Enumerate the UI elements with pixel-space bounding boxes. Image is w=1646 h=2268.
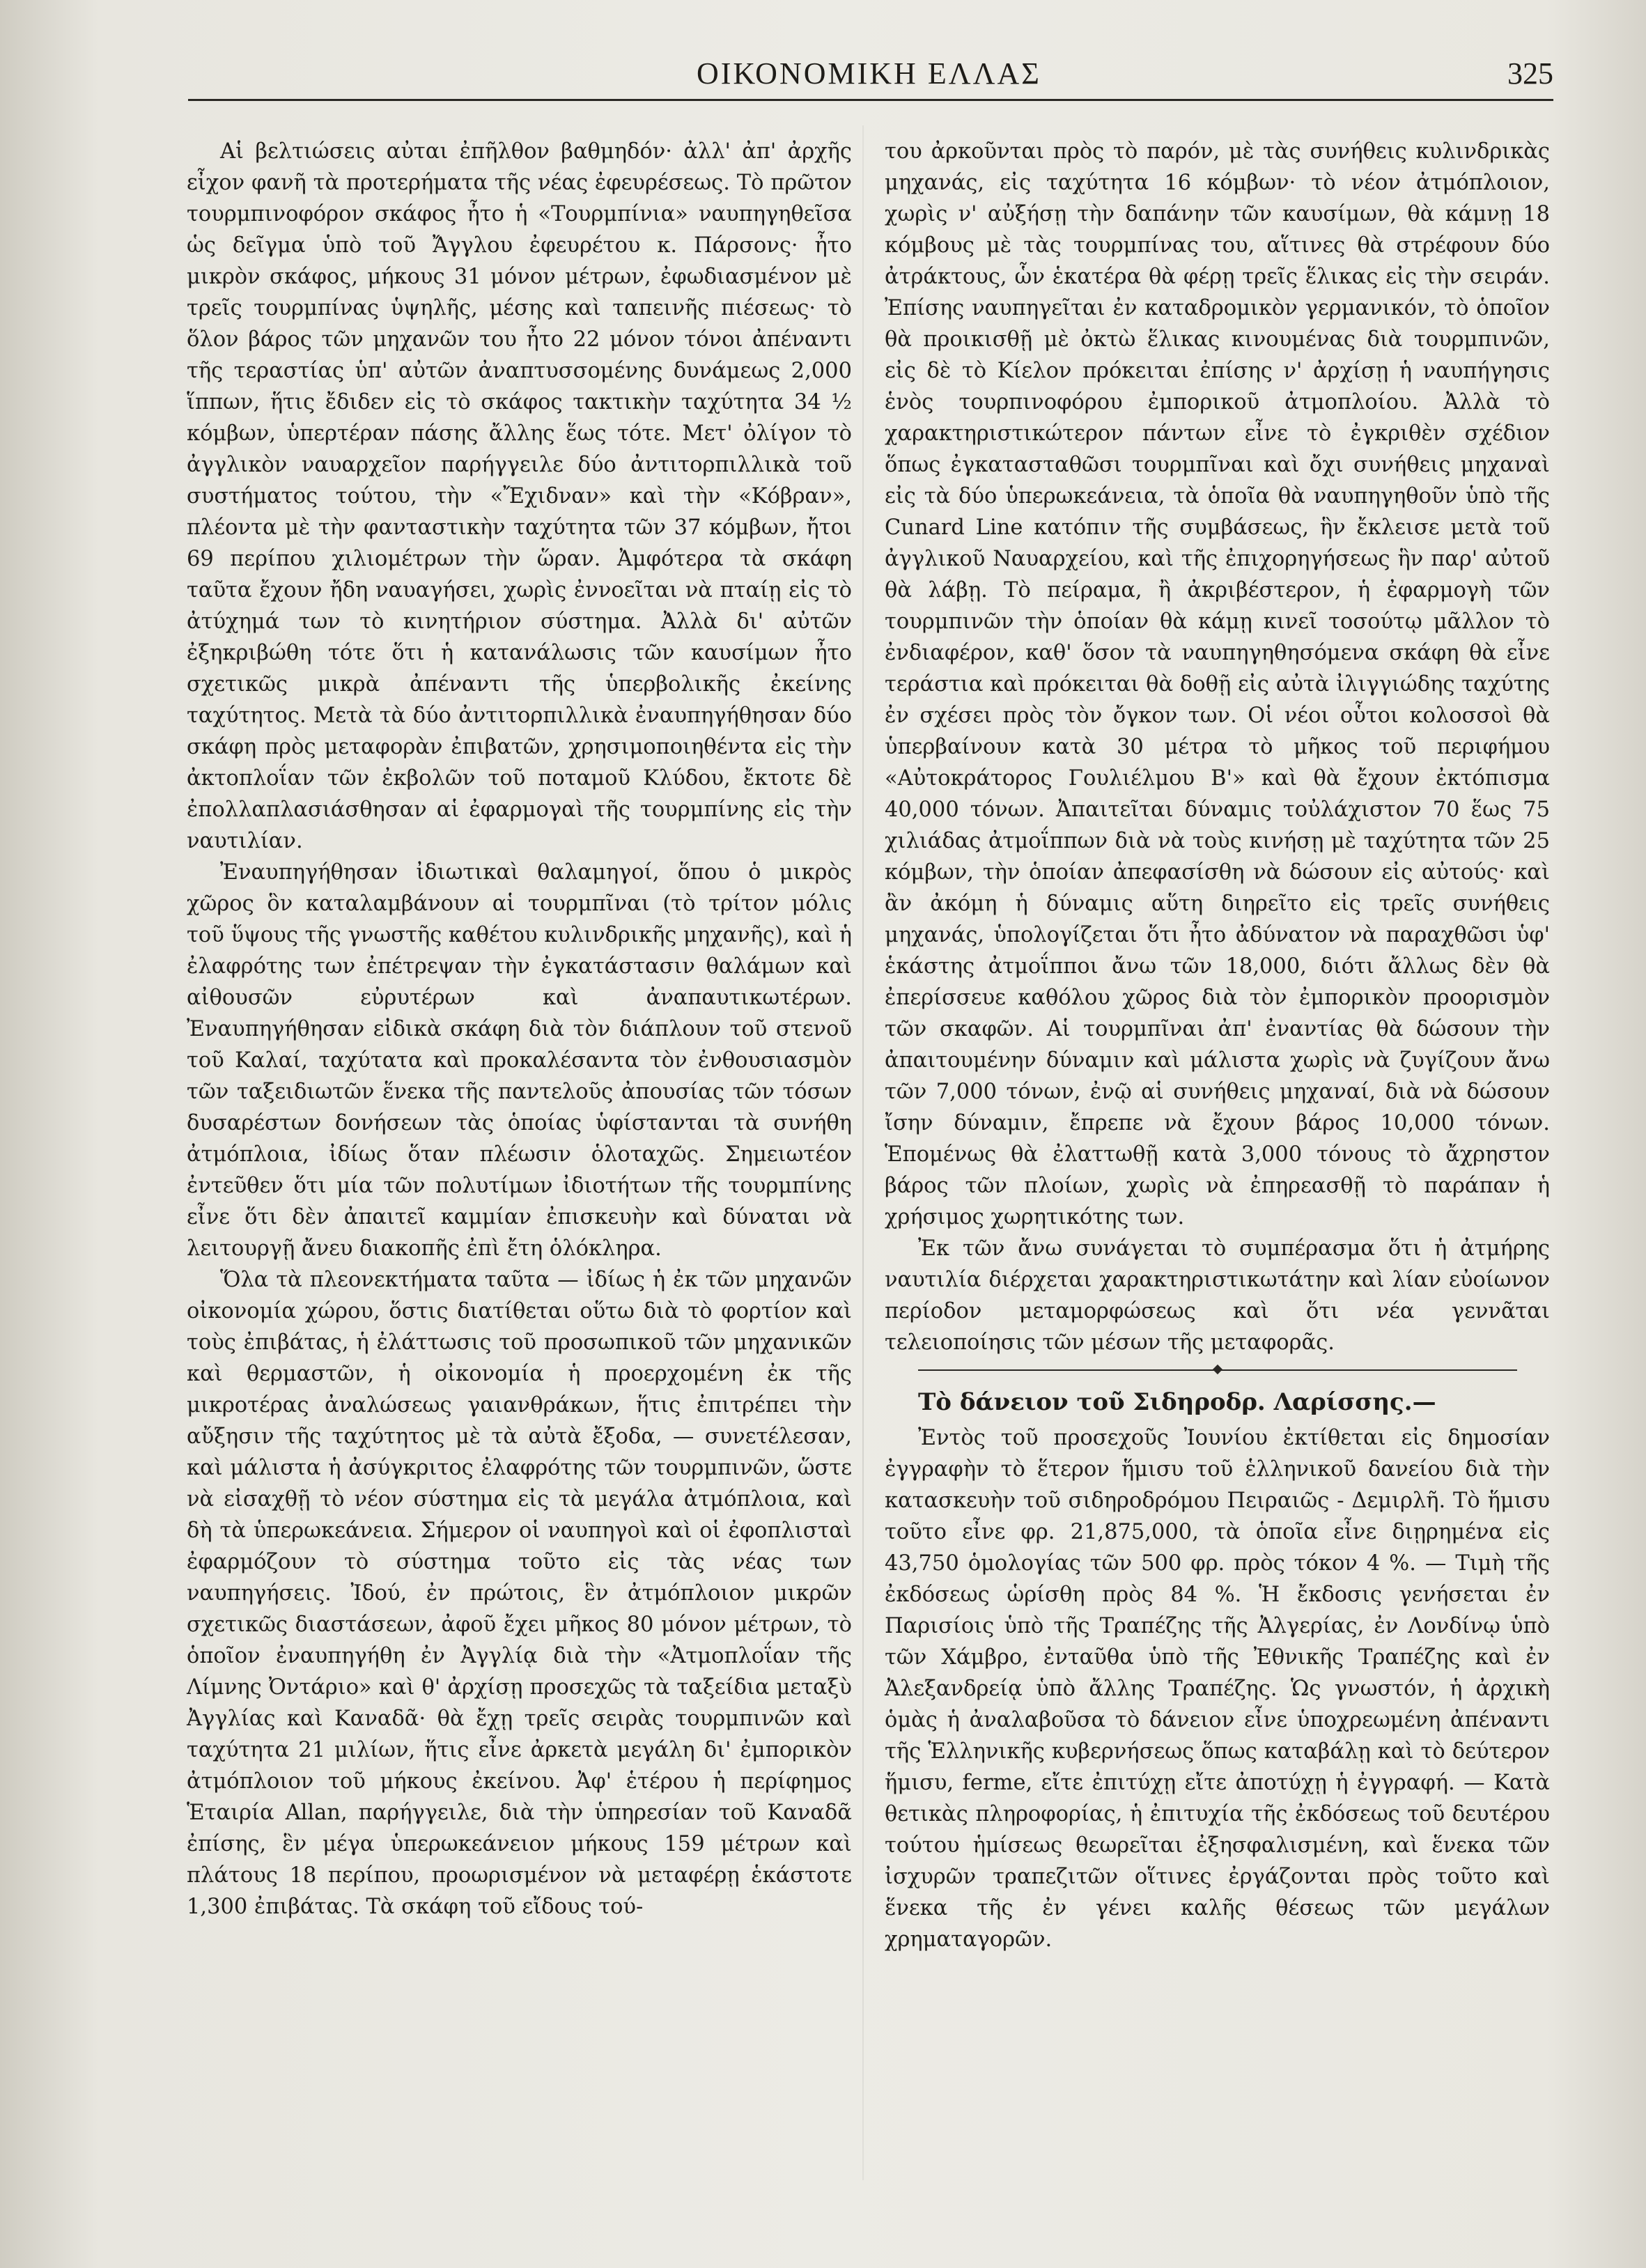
running-header [188, 49, 1581, 98]
journal-title: ΟΙΚΟΝΟΜΙΚΗ ΕΛΛΑΣ [697, 56, 1041, 91]
page-fold-shadow [862, 125, 864, 2180]
paragraph-turbinia: Αἱ βελτιώσεις αὐται ἐπῆλθον βαθμηδόν· ἀλλ' ἀπ' ἀρχῆς εἶχον φανῆ τὰ προτερήματα τῆς νέας ἐφευρέσεως. Τὸ πρῶτον τουρμπινοφόρον σκάφος ἦτο ἡ «Τουρμπίνια» ναυπηγηθεῖσα ὡς δεῖγμα ὑπὸ τοῦ Ἄγγλου ἐφευρέτου κ. Πάρσονς· ἦτο μικρὸν σκάφος, μήκους 31 μόνον μέτρων, ἐφωδιασμένον μὲ τρεῖς τουρμπίνας ὑψηλῆς, μέσης καὶ ταπεινῆς πιέσεως· τὸ ὅλον βάρος τῶν μηχανῶν του ἦτο 22 μόνον τόνοι ἀπέναντι τῆς τεραστίας ὑπ' αὐτῶν ἀναπτυσσομένης δυνάμεως 2,000 ἵππων, ἥτις ἔδιδεν εἰς τὸ σκάφος τακτικὴν ταχύτητα 34 ½ κόμβων, ὑπερτέραν πάσης ἄλλης ἕως τότε. Μετ' ὀλίγον τὸ ἀγγλικὸν ναυαρχεῖον παρήγγειλε δύο ἀντιτορπιλλικὰ τοῦ συστήματος τούτου, τὴν «Ἔχιδναν» καὶ τὴν «Κόβραν», πλέοντα μὲ τὴν φανταστικὴν ταχύτητα τῶν 37 κόμβων, ἤτοι 69 περίπου χιλιομέτρων τὴν ὥραν. Ἀμφότερα τὰ σκάφη ταῦτα ἔχουν ἤδη ναυαγήσει, χωρὶς ἐννοεῖται νὰ πταίῃ εἰς τὸ ἀτύχημά των τὸ κινητήριον σύστημα. Ἀλλὰ δι' αὐτῶν ἐξηκριβώθη τότε ὅτι ἡ κατανάλωσις τῶν καυσίμων ἦτο σχετικῶς μικρὰ ἀπέναντι τῆς ὑπερβολικῆς ἐκείνης ταχύτητος. Μετὰ τὰ δύο ἀντιτορπιλλικὰ ἐναυπηγήθησαν δύο σκάφη πρὸς μεταφορὰν ἐπιβατῶν, χρησιμοποιηθέντα εἰς τὴν ἀκτοπλοΐαν τῶν ἐκβολῶν τοῦ ποταμοῦ Κλύδου, ἔκτοτε δὲ ἐπολλαπλασιάσθησαν αἱ ἐφαρμογαὶ τῆς τουρμπίνης εἰς τὴν ναυτιλίαν. [187, 139, 852, 853]
paragraph-advantages: Ὅλα τὰ πλεονεκτήματα ταῦτα — ἰδίως ἡ ἐκ τῶν μηχανῶν οἰκονομία χώρου, ὅστις διατίθεται οὕτω διὰ τὸ φορτίον καὶ τοὺς ἐπιβάτας, ἡ ἐλάττωσις τοῦ προσωπικοῦ τῶν μηχανικῶν καὶ θερμαστῶν, ἡ οἰκονομία ἡ προερχομένη ἐκ τῆς μικροτέρας ἀναλώσεως γαιανθράκων, ἥτις ἐπιτρέπει τὴν αὔξησιν τῆς ταχύτητος μὲ τὰ αὐτὰ ἔξοδα, — συνετέλεσαν, καὶ μάλιστα ἡ ἀσύγκριτος ἐλαφρότης τῶν τουρμπινῶν, ὥστε νὰ εἰσαχθῇ τὸ νέον σύστημα εἰς τὰ μεγάλα ἀτμόπλοια, καὶ δὴ τὰ ὑπερωκεάνεια. Σήμερον οἱ ναυπηγοὶ καὶ οἱ ἐφοπλισταὶ ἐφαρμόζουν τὸ σύστημα τοῦτο εἰς τὰς νέας των ναυπηγήσεις. Ἰδού, ἐν πρώτοις, ἓν ἀτμόπλοιον μικρῶν σχετικῶς διαστάσεων, ἀφοῦ ἔχει μῆκος 80 μόνον μέτρων, τὸ ὁποῖον ἐναυπηγήθη ἐν Ἀγγλίᾳ διὰ τὴν «Ἀτμοπλοΐαν τῆς Λίμνης Ὀντάριο» καὶ θ' ἀρχίσῃ προσεχῶς τὰ ταξείδια μεταξὺ Ἀγγλίας καὶ Καναδᾶ· θὰ ἔχῃ τρεῖς σειρὰς τουρμπινῶν καὶ ταχύτητα 21 μιλίων, ἥτις εἶνε ἀρκετὰ μεγάλη δι' ἐμπορικὸν ἀτμόπλοιον τοῦ μήκους ἐκείνου. Ἀφ' ἑτέρου ἡ περίφημος Ἑταιρία Allan, παρήγγειλε, διὰ τὴν ὑπηρεσίαν τοῦ Καναδᾶ ἐπίσης, ἓν μέγα ὑπερωκεάνειον μήκους 159 μέτρων καὶ πλάτους 18 περίπου, προωρισμένον νὰ μεταφέρῃ ἑκάστοτε 1,300 ἐπιβάτας. Τὰ σκάφη τοῦ εἴδους τού- [187, 1268, 852, 1919]
article-heading: Τὸ δάνειον τοῦ Σιδηροδρ. Λαρίσσης.— [918, 1388, 1436, 1416]
page-number: 325 [1507, 56, 1553, 91]
paragraph-yachts: Ἐναυπηγήθησαν ἰδιωτικαὶ θαλαμηγοί, ὅπου ὁ μικρὸς χῶρος ὃν καταλαμβάνουν αἱ τουρμπῖναι (τὸ τρίτον μόλις τοῦ ὕψους τῆς γνωστῆς καθέτου κυλινδρικῆς μηχανῆς), καὶ ἡ ἐλαφρότης των ἐπέτρεψαν τὴν ἐγκατάστασιν θαλάμων καὶ αἰθουσῶν εὐρυτέρων καὶ ἀναπαυτικωτέρων. Ἐναυπηγήθησαν εἰδικὰ σκάφη διὰ τὸν διάπλουν τοῦ στενοῦ τοῦ Καλαί, ταχύτατα καὶ προκαλέσαντα τὸν ἐνθουσιασμὸν τῶν ταξειδιωτῶν ἕνεκα τῆς παντελοῦς ἀπουσίας τῶν τόσων δυσαρέστων δονήσεων τὰς ὁποίας ὑφίστανται τὰ συνήθη ἀτμόπλοια, ἰδίως ὅταν πλέωσιν ὁλοταχῶς. Σημειωτέον ἐντεῦθεν ὅτι μία τῶν πολυτίμων ἰδιοτήτων τῆς τουρμπίνης εἶνε ὅτι δὲν ἀπαιτεῖ καμμίαν ἐπισκευὴν καὶ δύναται νὰ λειτουργῇ ἄνευ διακοπῆς ἐπὶ ἔτη ὁλόκληρα. [187, 860, 852, 1261]
left-column [187, 136, 852, 1923]
paragraph-loan: Ἐντὸς τοῦ προσεχοῦς Ἰουνίου ἐκτίθεται εἰς δημοσίαν ἐγγραφὴν τὸ ἕτερον ἥμισυ τοῦ ἑλληνικοῦ δανείου διὰ τὴν κατασκευὴν τοῦ σιδηροδρόμου Πειραιῶς - Δεμιρλῆ. Τὸ ἥμισυ τοῦτο εἶνε φρ. 21,875,000, τὰ ὁποῖα εἶνε διῃρημένα εἰς 43,750 ὁμολογίας τῶν 500 φρ. πρὸς τόκον 4 %. — Τιμὴ τῆς ἐκδόσεως ὡρίσθη πρὸς 84 %. Ἡ ἔκδοσις γενήσεται ἐν Παρισίοις ὑπὸ τῆς Τραπέζης τῆς Ἀλγερίας, ἐν Λονδίνῳ ὑπὸ τῶν Χάμβρο, ἐνταῦθα ὑπὸ τῆς Ἐθνικῆς Τραπέζης καὶ ἐν Ἀλεξανδρείᾳ ὑπὸ ἄλλης Τραπέζης. Ὡς γνωστόν, ἡ ἀρχικὴ ὁμὰς ἡ ἀναλαβοῦσα τὸ δάνειον εἶνε ὑποχρεωμένη ἀπέναντι τῆς Ἑλληνικῆς κυβερνήσεως ὅπως καταβάλῃ καὶ τὸ δεύτερον ἥμισυ, ferme, εἴτε ἐπιτύχῃ εἴτε ἀποτύχῃ ἡ ἐγγραφή. — Κατὰ θετικὰς πληροφορίας, ἡ ἐπιτυχία τῆς ἐκδόσεως τοῦ δευτέρου τούτου ἡμίσεως θεωρεῖται ἐξησφαλισμένη, καὶ ἕνεκα τῶν ἰσχυρῶν τραπεζιτῶν οἵτινες ἐργάζονται πρὸς τοῦτο καὶ ἕνεκα τῆς ἐν γένει καλῆς θέσεως τῶν μεγάλων χρηματαγορῶν. [885, 1426, 1550, 1952]
right-column [885, 136, 1550, 1955]
paragraph-conclusion: Ἐκ τῶν ἄνω συνάγεται τὸ συμπέρασμα ὅτι ἡ ἀτμήρης ναυτιλία διέρχεται χαρακτηριστικωτάτην καὶ λίαν εὐοίωνον περίοδον μεταμορφώσεως καὶ ὅτι νέα γεννᾶται τελειοποίησις τῶν μέσων τῆς μεταφορᾶς. [885, 1236, 1550, 1355]
header-rule [188, 99, 1553, 101]
paragraph-continuation: του ἀρκοῦνται πρὸς τὸ παρόν, μὲ τὰς συνήθεις κυλινδρικὰς μηχανάς, εἰς ταχύτητα 16 κόμβων· τὸ νέον ἀτμόπλοιον, χωρὶς ν' αὐξήσῃ τὴν δαπάνην τῶν καυσίμων, θὰ κάμνῃ 18 κόμβους μὲ τὰς τουρμπίνας του, αἵτινες θὰ στρέφουν δύο ἀτράκτους, ὧν ἑκατέρα θὰ φέρῃ τρεῖς ἕλικας εἰς τὴν σειράν. Ἐπίσης ναυπηγεῖται ἐν καταδρομικὸν γερμανικόν, τὸ ὁποῖον θὰ προικισθῇ μὲ ὀκτὼ ἕλικας κινουμένας διὰ τουρμπινῶν, εἰς δὲ τὸ Κίελον πρόκειται ἐπίσης ν' ἀρχίσῃ ἡ ναυπήγησις ἑνὸς τουρπινοφόρου ἐμπορικοῦ ἀτμοπλοίου. Ἀλλὰ τὸ χαρακτηριστικώτερον πάντων εἶνε τὸ ἐγκριθὲν σχέδιον ὅπως ἐγκατασταθῶσι τουρμπῖναι καὶ ὄχι συνήθεις μηχαναὶ εἰς τὰ δύο ὑπερωκεάνεια, τὰ ὁποῖα θὰ ναυπηγηθοῦν ὑπὸ τῆς Cunard Line κατόπιν τῆς συμβάσεως, ἣν ἔκλεισε μετὰ τοῦ ἀγγλικοῦ Ναυαρχείου, καὶ τῆς ἐπιχορηγήσεως ἣν παρ' αὐτοῦ θὰ λάβῃ. Τὸ πείραμα, ἢ ἀκριβέστερον, ἡ ἐφαρμογὴ τῶν τουρμπινῶν τὴν ὁποίαν θὰ κάμῃ κινεῖ τοσούτῳ μᾶλλον τὸ ἐνδιαφέρον, καθ' ὅσον τὰ ναυπηγηθησόμενα σκάφη θὰ εἶνε τεράστια καὶ πρόκειται θὰ δοθῇ εἰς αὐτὰ ἰλιγγιώδης ταχύτης ἐν σχέσει πρὸς τὸν ὄγκον των. Οἱ νέοι οὗτοι κολοσσοὶ θὰ ὑπερβαίνουν κατὰ 30 μέτρα τὸ μῆκος τοῦ περιφήμου «Αὐτοκράτορος Γουλιέλμου Β'» καὶ θὰ ἔχουν ἐκτόπισμα 40,000 τόνων. Ἀπαιτεῖται δύναμις τοὐλάχιστον 70 ἕως 75 χιλιάδας ἀτμοΐππων διὰ νὰ τοὺς κινήσῃ μὲ ταχύτητα τῶν 25 κόμβων, τὴν ὁποίαν ἀπεφασίσθη νὰ δώσουν εἰς αὐτούς· καὶ ἂν ἀκόμη ἡ δύναμις αὕτη διηρεῖτο εἰς τρεῖς συνήθεις μηχανάς, ὑπολογίζεται ὅτι ἦτο ἀδύνατον νὰ παραχθῶσι ὑφ' ἑκάστης ἀτμοΐπποι ἄνω τῶν 18,000, διότι ἄλλως δὲν θὰ ἐπερίσσευε καθόλου χῶρος διὰ τὸν ἐμπορικὸν προορισμὸν τῶν σκαφῶν. Αἱ τουρμπῖναι ἀπ' ἐναντίας θὰ δώσουν τὴν ἀπαιτουμένην δύναμιν καὶ μάλιστα χωρὶς νὰ ζυγίζουν ἄνω τῶν 7,000 τόνων, ἐνῷ αἱ συνήθεις μηχαναί, διὰ νὰ δώσουν ἴσην δύναμιν, ἔπρεπε νὰ ἔχουν βάρος 10,000 τόνων. Ἑπομένως θὰ ἐλαττωθῇ κατὰ 3,000 τόνους τὸ ἄχρηστον βάρος τῶν πλοίων, χωρὶς νὰ ἐπηρεασθῇ τὸ παράπαν ἡ χρήσιμος χωρητικότης των. [885, 139, 1550, 1229]
section-divider [918, 1369, 1517, 1371]
